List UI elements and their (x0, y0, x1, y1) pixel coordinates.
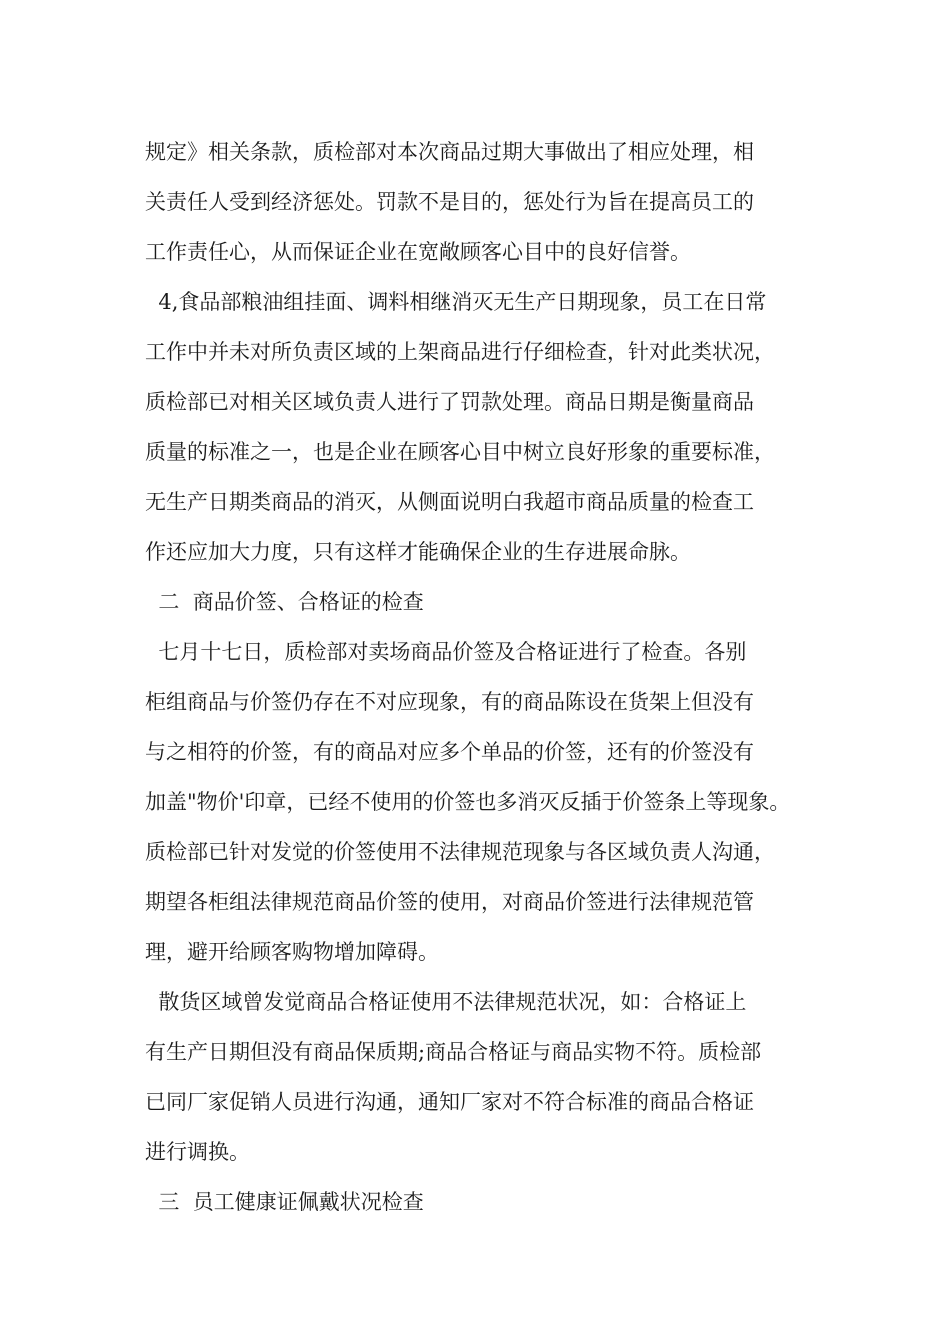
paragraph-line: 作还应加大力度，只有这样才能确保企业的生存进展命脉。 (145, 540, 691, 564)
paragraph-line: 质量的标准之一，也是企业在顾客心目中树立良好形象的重要标准， (145, 440, 775, 464)
section-heading: 三 员工健康证佩戴状况检查 (145, 1190, 424, 1214)
paragraph-line: 质检部已针对发觉的价签使用不法律规范现象与各区域负责人沟通， (145, 840, 775, 864)
paragraph-line: 与之相符的价签，有的商品对应多个单品的价签，还有的价签没有 (145, 740, 754, 764)
paragraph-line: 规定》相关条款，质检部对本次商品过期大事做出了相应处理，相 (145, 140, 754, 164)
paragraph-line: 期望各柜组法律规范商品价签的使用，对商品价签进行法律规范管 (145, 890, 754, 914)
paragraph-line: 进行调换。 (145, 1140, 250, 1164)
paragraph-line: 质检部已对相关区域负责人进行了罚款处理。商品日期是衡量商品 (145, 390, 754, 414)
paragraph-line: 理，避开给顾客购物增加障碍。 (145, 940, 439, 964)
paragraph-line: 工作责任心，从而保证企业在宽敞顾客心目中的良好信誉。 (145, 240, 691, 264)
paragraph-line: 已同厂家促销人员进行沟通，通知厂家对不符合标准的商品合格证 (145, 1090, 754, 1114)
paragraph-line: 有生产日期但没有商品保质期;商品合格证与商品实物不符。质检部 (145, 1040, 762, 1064)
paragraph-line: 关责任人受到经济惩处。罚款不是目的，惩处行为旨在提高员工的 (145, 190, 754, 214)
paragraph-line: 无生产日期类商品的消灭，从侧面说明白我超市商品质量的检查工 (145, 490, 754, 514)
paragraph-line: 散货区域曾发觉商品合格证使用不法律规范状况，如：合格证上 (145, 990, 747, 1014)
paragraph-line: 4,食品部粮油组挂面、调料相继消灭无生产日期现象，员工在日常 (145, 290, 767, 314)
paragraph-line: 柜组商品与价签仍存在不对应现象，有的商品陈设在货架上但没有 (145, 690, 754, 714)
paragraph-line: 加盖"物价'印章，已经不使用的价签也多消灭反插于价签条上等现象。 (145, 790, 791, 814)
paragraph-line: 工作中并未对所负责区域的上架商品进行仔细检查，针对此类状况， (145, 340, 775, 364)
paragraph-line: 七月十七日，质检部对卖场商品价签及合格证进行了检查。各别 (145, 640, 747, 664)
section-heading: 二 商品价签、合格证的检查 (145, 590, 424, 614)
